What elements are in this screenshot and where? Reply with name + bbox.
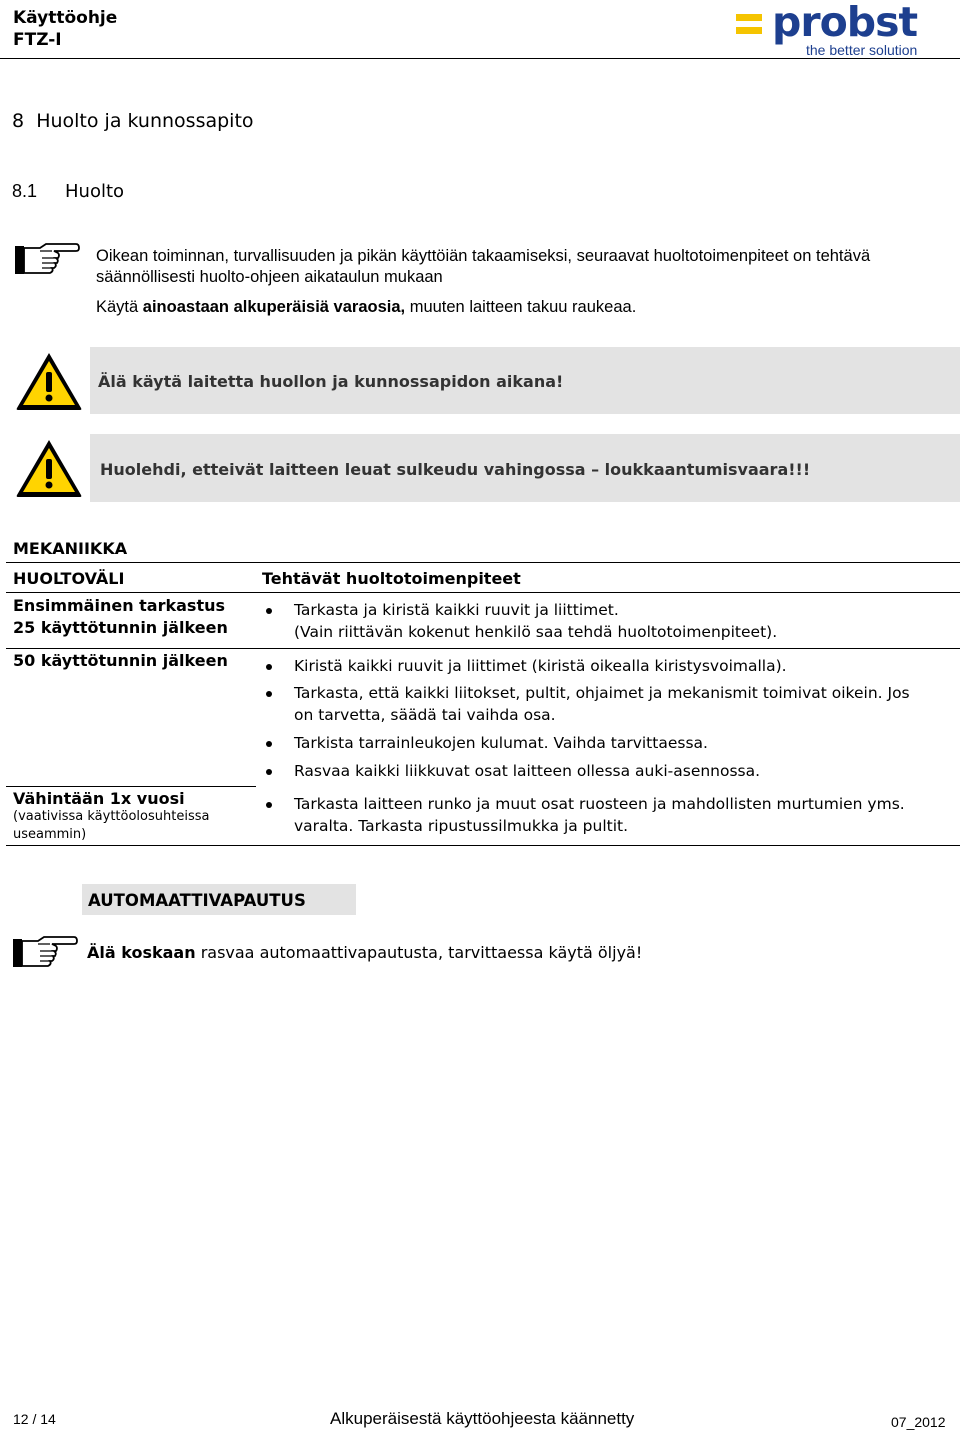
auto-release-note-rest: rasvaa automaattivapautusta, tarvittaessa käytä öljyä! [200,943,643,962]
intro-line-1: Oikean toiminnan, turvallisuuden ja pikän käyttöiän takaamiseksi, seuraavat huoltotoimenpiteet on tehtävä [96,247,871,265]
probst-logo [736,0,948,60]
row3-task-1: Tarkasta laitteen runko ja muut osat ruosteen ja mahdollisten murtumien yms. [294,795,905,813]
warning-box-2 [90,434,960,502]
table-top-rule [6,562,960,563]
bullet [266,691,272,697]
mechanics-title: MEKANIIKKA [13,539,128,558]
intro-line-3 [96,297,636,317]
row3-interval-note-2: useammin) [13,827,87,842]
auto-release-title: AUTOMAATTIVAPAUTUS [88,891,306,910]
bullet [266,769,272,775]
intro-prefix: Käytä [96,298,139,316]
row2-task-2a: Tarkasta, että kaikki liitokset, pultit, ohjaimet ja mekanismit toimivat oikein. Jos [294,684,910,702]
document-model: FTZ-I [13,30,62,50]
section-heading [12,110,254,132]
row1-rule [6,648,960,649]
header-rule [6,592,960,593]
logo-bar-top [736,14,762,21]
auto-release-note-bold: Älä koskaan [87,943,196,962]
col-header-interval: HUOLTOVÄLI [13,569,125,588]
row3-task-2: varalta. Tarkasta ripustussilmukka ja pultit. [294,817,629,835]
col-header-tasks: Tehtävät huoltotoimenpiteet [262,569,521,588]
pointing-hand-icon [14,240,80,278]
intro-bold: ainoastaan alkuperäisiä varaosia, [142,298,406,316]
row2-task-2b: on tarvetta, säädä tai vaihda osa. [294,706,556,724]
row1-task-2: (Vain riittävän kokenut henkilö saa tehdä huoltotoimenpiteet). [294,623,778,641]
section-number: 8 [12,110,25,132]
auto-release-box [82,884,356,915]
pointing-hand-icon [12,933,78,971]
footer-center: Alkuperäisestä käyttöohjeesta käännetty [330,1409,635,1428]
row2-rule [6,786,256,787]
logo-word: probst [772,0,918,46]
row2-task-1: Kiristä kaikki ruuvit ja liittimet (kiristä oikealla kiristysvoimalla). [294,657,787,675]
section-title: Huolto ja kunnossapito [36,110,254,132]
bullet [266,608,272,614]
bullet [266,664,272,670]
document-title: Käyttöohje [13,8,118,28]
row3-interval-note-1: (vaativissa käyttöolosuhteissa [13,809,210,824]
intro-line-2: säännöllisesti huolto-ohjeen aikataulun mukaan [96,268,443,286]
footer-date: 07_2012 [891,1414,946,1430]
warning-box-1 [90,347,960,414]
bullet [266,741,272,747]
row2-task-4: Rasvaa kaikki liikkuvat osat laitteen ollessa auki-asennossa. [294,762,761,780]
subsection-title: Huolto [65,181,125,202]
row1-interval-1: Ensimmäinen tarkastus [13,596,226,615]
row2-interval: 50 käyttötunnin jälkeen [13,651,228,670]
bullet [266,802,272,808]
row1-task-1: Tarkasta ja kiristä kaikki ruuvit ja liittimet. [294,601,619,619]
warning-text-2: Huolehdi, etteivät laitteen leuat sulkeudu vahingossa – loukkaantumisvaara!!! [100,460,811,479]
row3-interval: Vähintään 1x vuosi [13,789,185,808]
row2-task-3: Tarkista tarrainleukojen kulumat. Vaihda tarvittaessa. [294,734,708,752]
auto-release-note [87,943,642,962]
footer-page: 12 / 14 [13,1411,56,1427]
warning-text-1: Älä käytä laitetta huollon ja kunnossapidon aikana! [98,372,564,391]
warning-triangle-icon [14,350,84,412]
row1-interval-2: 25 käyttötunnin jälkeen [13,618,228,637]
logo-bar-bottom [736,27,762,34]
intro-suffix: muuten laitteen takuu raukeaa. [409,298,637,316]
subsection-number: 8.1 [12,181,38,201]
warning-triangle-icon [14,437,84,499]
table-bottom-rule [6,845,960,846]
logo-tagline: the better solution [806,42,918,58]
